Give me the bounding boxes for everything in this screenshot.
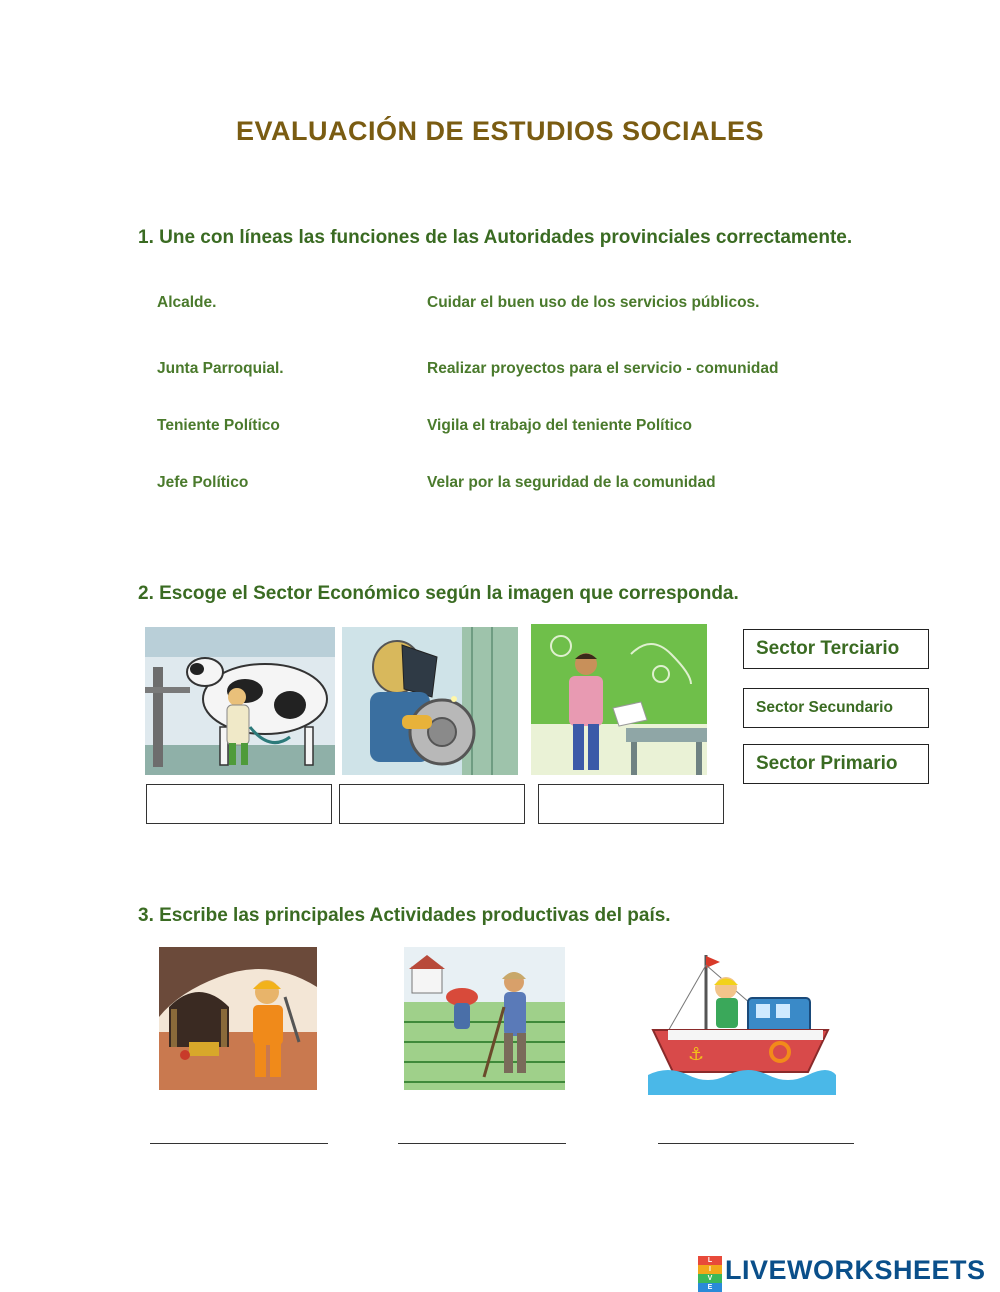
image-dairy-farmer xyxy=(145,627,335,775)
option-sector-terciario[interactable]: Sector Terciario xyxy=(743,629,929,669)
question-1-prompt: 1. Une con líneas las funciones de las Autoridades provinciales correctamente. xyxy=(138,227,853,248)
authority-teniente-politico[interactable]: Teniente Político xyxy=(157,417,280,434)
option-sector-primario[interactable]: Sector Primario xyxy=(743,744,929,784)
liveworksheets-brand[interactable] xyxy=(698,1254,986,1291)
authority-alcalde[interactable]: Alcalde. xyxy=(157,294,217,311)
logo-letter-l: L xyxy=(698,1256,722,1265)
authority-junta-parroquial[interactable]: Junta Parroquial. xyxy=(157,360,284,377)
svg-text:⚓: ⚓ xyxy=(688,1044,705,1065)
image-teacher xyxy=(531,624,707,775)
function-servicios-publicos[interactable]: Cuidar el buen uso de los servicios públicos. xyxy=(427,294,760,311)
question-2-prompt: 2. Escoge el Sector Económico según la imagen que corresponda. xyxy=(138,583,739,604)
image-fisherman-boat xyxy=(648,950,836,1095)
function-vigila-teniente[interactable]: Vigila el trabajo del teniente Político xyxy=(427,417,692,434)
logo-letter-i: I xyxy=(698,1265,722,1274)
authority-jefe-politico[interactable]: Jefe Político xyxy=(157,474,249,491)
activity-answer-line-3[interactable] xyxy=(658,1143,854,1144)
logo-letter-v: V xyxy=(698,1274,722,1283)
sector-answer-box-3[interactable] xyxy=(538,784,724,824)
image-miner xyxy=(159,947,317,1090)
function-proyectos-comunidad[interactable]: Realizar proyectos para el servicio - comunidad xyxy=(427,360,779,377)
liveworksheets-logo-icon xyxy=(698,1256,722,1291)
question-3-prompt: 3. Escribe las principales Actividades productivas del país. xyxy=(138,905,671,926)
logo-letter-e: E xyxy=(698,1283,722,1292)
option-sector-secundario[interactable]: Sector Secundario xyxy=(743,688,929,728)
activity-answer-line-2[interactable] xyxy=(398,1143,566,1144)
image-welder xyxy=(342,627,518,775)
sector-answer-box-2[interactable] xyxy=(339,784,525,824)
page-title: EVALUACIÓN DE ESTUDIOS SOCIALES xyxy=(235,116,765,146)
function-seguridad-comunidad[interactable]: Velar por la seguridad de la comunidad xyxy=(427,474,716,491)
image-farmers xyxy=(404,947,565,1090)
sector-answer-box-1[interactable] xyxy=(146,784,332,824)
brand-name: LIVEWORKSHEETS xyxy=(725,1254,986,1285)
activity-answer-line-1[interactable] xyxy=(150,1143,328,1144)
